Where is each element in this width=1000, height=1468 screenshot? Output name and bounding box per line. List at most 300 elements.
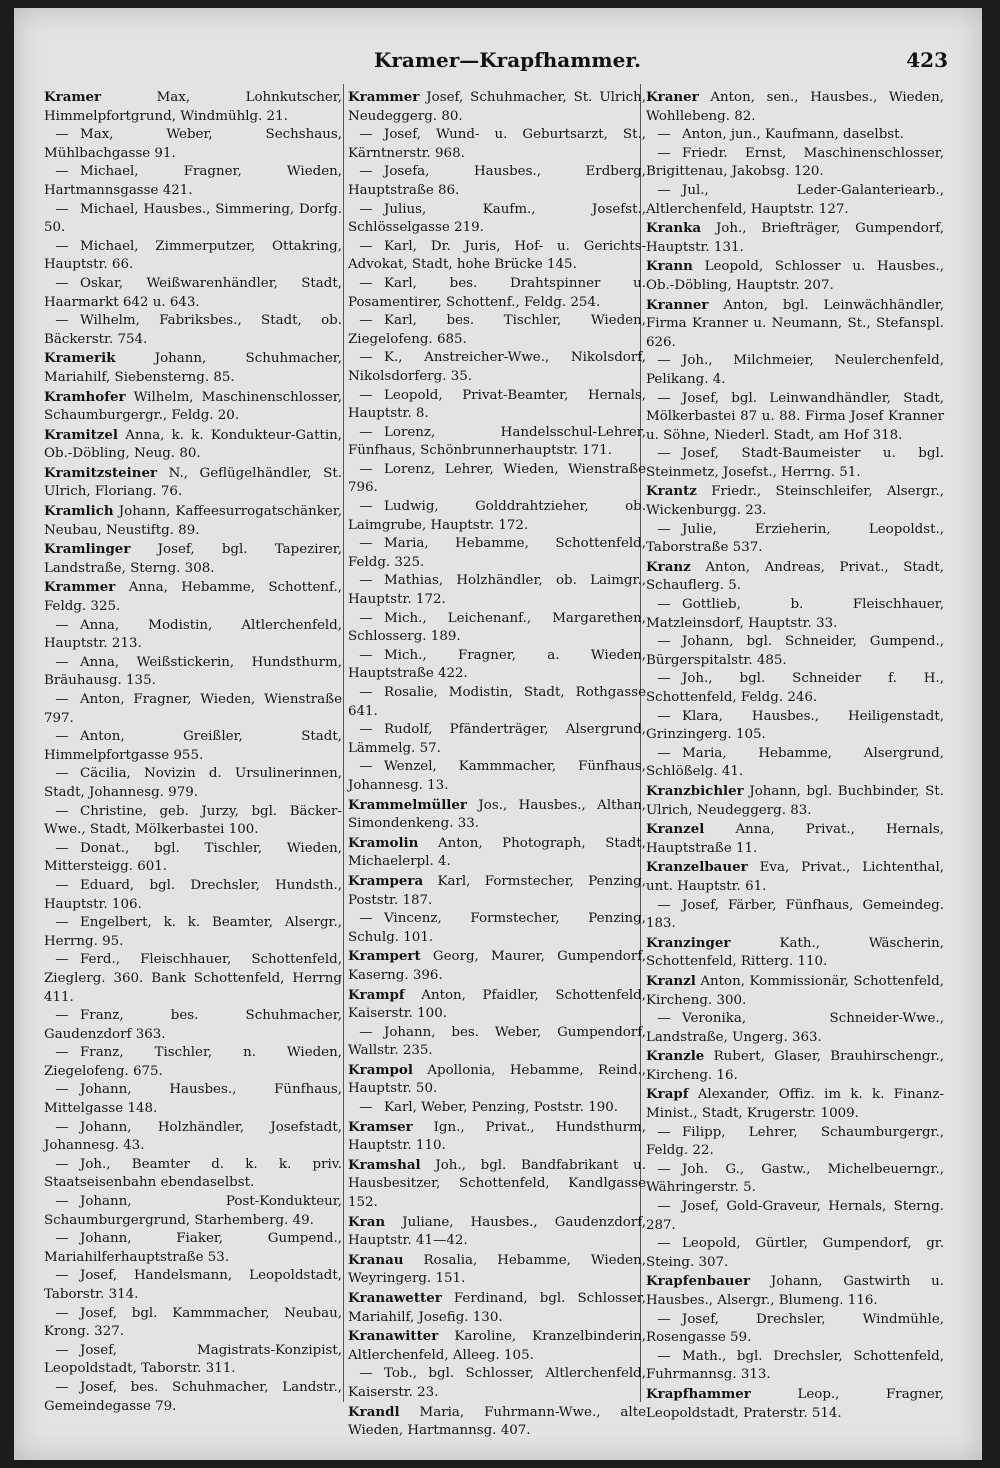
ditto-dash: — [657, 708, 671, 724]
directory-entry [348, 1099, 646, 1118]
entry-details: Josefa, Hausbes., Erdberg, Hauptstraße 86. [348, 164, 646, 198]
directory-entry [348, 721, 646, 758]
entry-details: Alexander, Offiz. im k. k. Finanz-Minist., Stadt, Krugerstr. 1009. [646, 1087, 944, 1122]
entry-details: Mathias, Holzhändler, ob. Laimgr., Hauptstr. 172. [348, 573, 646, 608]
entry-details: Math., bgl. Drechsler, Schottenfeld, Fuhrmannsg. 313. [646, 1348, 944, 1383]
ditto-dash: — [657, 634, 671, 650]
entry-surname: Kranner [646, 296, 709, 313]
entry-surname: Krapfhammer [646, 1385, 751, 1402]
entry-details: Joh., Beamter d. k. k. priv. Staatseisenbahn ebendaselbst. [44, 1156, 342, 1191]
directory-entry [646, 145, 944, 182]
entry-details: Josef, bgl. Leinwandhändler, Stadt, Mölkerbastei 87 u. 88. Firma Josef Kranner u. Söhne, Niederl. Stadt, am Hof 318. [646, 390, 944, 443]
entry-details: Christine, geb. Jurzy, bgl. Bäcker-Wwe., Stadt, Mölkerbastei 100. [44, 803, 342, 838]
directory-entry [44, 578, 342, 616]
ditto-dash: — [55, 1379, 69, 1395]
directory-entry [646, 820, 944, 858]
directory-entry [646, 1010, 944, 1047]
entry-details: Karl, Dr. Juris, Hof- u. Gerichts-Advokat, Stadt, hohe Brücke 145. [348, 238, 646, 273]
ditto-dash: — [657, 897, 671, 913]
entry-surname: Kranawitter [348, 1328, 439, 1345]
entry-details: Johann, bgl. Buchbinder, St. Ulrich, Neudeggerg. 83. [646, 783, 944, 818]
entry-details: Mich., Fragner, a. Wieden, Hauptstraße 422. [348, 647, 646, 682]
entry-details: Ign., Privat., Hundsthurm, Hauptstr. 110. [348, 1119, 646, 1154]
ditto-dash: — [657, 1011, 671, 1027]
directory-entry [646, 88, 944, 126]
ditto-dash: — [55, 1342, 69, 1358]
directory-entry [44, 502, 342, 540]
entry-surname: Kranzel [646, 821, 705, 838]
directory-entry [44, 426, 342, 464]
entry-details: Kath., Wäscherin, Schottenfeld, Ritterg. 110. [646, 935, 944, 970]
entry-details: Joh., Milchmeier, Neulerchenfeld, Pelikang. 4. [646, 353, 944, 387]
entry-details: Joh., bgl. Schneider f. H., Schottenfeld, Feldg. 246. [646, 671, 944, 705]
entry-surname: Krampert [348, 948, 421, 965]
ditto-dash: — [657, 521, 671, 537]
directory-entry [646, 934, 944, 972]
entry-details: Josef, Stadt-Baumeister u. bgl. Steinmetz, Josefst., Herrng. 51. [646, 446, 944, 480]
entry-surname: Kranau [348, 1251, 404, 1268]
ditto-dash: — [55, 915, 69, 931]
ditto-dash: — [55, 1119, 69, 1135]
directory-entry [44, 1007, 342, 1044]
ditto-dash: — [359, 313, 373, 329]
ditto-dash: — [657, 1199, 671, 1215]
entry-details: Ludwig, Golddrahtzieher, ob. Laimgrube, Hauptstr. 172. [348, 499, 646, 533]
column-divider [343, 84, 344, 1402]
directory-entry [44, 275, 342, 312]
directory-entry [44, 1342, 342, 1379]
directory-entry [348, 834, 646, 872]
entry-details: Lorenz, Handelsschul-Lehrer, Fünfhaus, Schönbrunnerhauptstr. 171. [348, 424, 646, 459]
ditto-dash: — [359, 1024, 373, 1040]
entry-details: Maria, Fuhrmann-Wwe., alte Wieden, Hartmannsg. 407. [348, 1404, 647, 1439]
column-middle [348, 88, 646, 1441]
ditto-dash: — [657, 145, 671, 161]
directory-entry [44, 654, 342, 691]
column-right [646, 88, 944, 1423]
directory-entry [348, 238, 646, 275]
entry-surname: Kramolin [348, 834, 419, 851]
directory-entry [348, 1251, 646, 1289]
ditto-dash: — [359, 275, 373, 291]
directory-entry [646, 390, 944, 446]
entry-details: Donat., bgl. Tischler, Wieden, Mittersteigg. 601. [44, 840, 342, 875]
running-head: Kramer—Krapfhammer. [374, 48, 641, 72]
ditto-dash: — [657, 745, 671, 761]
directory-entry [44, 877, 342, 914]
entry-details: Johann, Hausbes., Fünfhaus, Mittelgasse 148. [44, 1082, 342, 1117]
entry-details: Leopold, Gürtler, Gumpendorf, gr. Steing. 307. [646, 1236, 944, 1270]
directory-entry [646, 521, 944, 558]
ditto-dash: — [55, 1156, 69, 1172]
entry-details: Johann, Fiaker, Gumpend., Mariahilferhauptstraße 53. [44, 1231, 342, 1265]
directory-entry [44, 388, 342, 426]
ditto-dash: — [55, 1045, 69, 1061]
ditto-dash: — [657, 1236, 671, 1252]
directory-entry [646, 558, 944, 596]
entry-details: Anton, Kommissionär, Schottenfeld, Kircheng. 300. [646, 973, 944, 1008]
entry-details: Anton, Photograph, Stadt, Michaelerpl. 4. [348, 835, 646, 870]
directory-entry [348, 163, 646, 200]
entry-surname: Krampera [348, 872, 424, 889]
ditto-dash: — [55, 164, 69, 180]
directory-entry [44, 88, 342, 126]
ditto-dash: — [55, 803, 69, 819]
entry-details: Leopold, Schlosser u. Hausbes., Ob.-Döbling, Hauptstr. 207. [646, 259, 944, 293]
ditto-dash: — [55, 617, 69, 633]
directory-entry [44, 1267, 342, 1304]
entry-surname: Kraner [646, 89, 699, 105]
entry-details: Vincenz, Formstecher, Penzing, Schulg. 101. [348, 911, 646, 945]
directory-entry [44, 312, 342, 349]
directory-entry [348, 1365, 646, 1402]
directory-entry [646, 182, 944, 219]
entry-details: Anton, bgl. Leinwächhändler, Firma Kranner u. Neumann, St., Stefanspl. 626. [646, 297, 944, 350]
directory-entry [348, 349, 646, 386]
entry-details: Karl, Formstecher, Penzing, Poststr. 187. [348, 873, 646, 908]
entry-surname: Krandl [348, 1403, 400, 1420]
entry-details: Anna, Hebamme, Schottenf., Feldg. 325. [44, 580, 342, 615]
entry-details: Wenzel, Kammmacher, Fünfhaus, Johannesg. 13. [348, 759, 646, 793]
entry-details: Wilhelm, Maschinenschlosser, Schaumburgergr., Feldg. 20. [44, 389, 342, 424]
entry-details: Julie, Erzieherin, Leopoldst., Taborstraße 537. [646, 521, 944, 556]
entry-details: Anna, k. k. Kondukteur-Gattin, Ob.-Döbling, Neug. 80. [44, 427, 342, 462]
entry-details: Rosalia, Hebamme, Wieden, Weyringerg. 151. [348, 1252, 646, 1287]
directory-entry [44, 163, 342, 200]
entry-details: Johann, Post-Kondukteur, Schaumburgergrund, Starhemberg. 49. [44, 1194, 342, 1228]
page-number: 423 [906, 48, 948, 72]
ditto-dash: — [657, 446, 671, 462]
entry-details: Josef, bes. Schuhmacher, Landstr., Gemeindegasse 79. [44, 1379, 342, 1414]
entry-surname: Krapfenbauer [646, 1273, 751, 1290]
directory-entry [646, 1235, 944, 1272]
directory-entry [44, 464, 342, 502]
entry-details: Franz, bes. Schuhmacher, Gaudenzdorf 363. [44, 1008, 342, 1042]
directory-entry [348, 1118, 646, 1156]
ditto-dash: — [55, 238, 69, 254]
directory-entry [348, 572, 646, 609]
entry-details: Engelbert, k. k. Beamter, Alsergr., Herrng. 95. [44, 915, 342, 949]
entry-surname: Kramshal [348, 1156, 421, 1173]
directory-entry [44, 1305, 342, 1342]
directory-entry [348, 610, 646, 647]
entry-surname: Kramhofer [44, 388, 126, 405]
directory-entry [348, 684, 646, 721]
directory-entry [348, 461, 646, 498]
directory-entry [348, 387, 646, 424]
directory-entry [646, 1198, 944, 1235]
entry-surname: Kramser [348, 1118, 413, 1135]
ditto-dash: — [359, 164, 373, 180]
ditto-dash: — [359, 499, 373, 515]
directory-entry [44, 201, 342, 238]
entry-details: Johann, Gastwirth u. Hausbes., Alsergr., Blumeng. 116. [646, 1274, 944, 1308]
ditto-dash: — [55, 1194, 69, 1210]
directory-entry [646, 219, 944, 257]
directory-entry [44, 803, 342, 840]
directory-entry [646, 670, 944, 707]
entry-details: Cäcilia, Novizin d. Ursulinerinnen, Stadt, Johannesg. 979. [44, 766, 342, 800]
ditto-dash: — [55, 1008, 69, 1024]
entry-surname: Kramitzel [44, 426, 119, 443]
directory-entry [44, 765, 342, 802]
entry-details: Friedr. Ernst, Maschinenschlosser, Brigittenau, Jakobsg. 120. [646, 145, 944, 180]
ditto-dash: — [55, 729, 69, 745]
ditto-dash: — [359, 461, 373, 477]
entry-details: Michael, Zimmerputzer, Ottakring, Hauptstr. 66. [44, 238, 342, 273]
entry-details: Lorenz, Lehrer, Wieden, Wienstraße 796. [348, 461, 646, 496]
directory-entry [44, 238, 342, 275]
page-header [14, 46, 982, 80]
directory-entry [348, 126, 646, 163]
ditto-dash: — [359, 1100, 373, 1116]
entry-surname: Kranawetter [348, 1290, 442, 1306]
entry-surname: Krapf [646, 1086, 689, 1103]
entry-details: Josef, Schuhmacher, St. Ulrich, Neudeggerg. 80. [348, 90, 646, 124]
directory-entry [646, 1385, 944, 1423]
directory-entry [646, 257, 944, 295]
directory-entry [646, 1272, 944, 1310]
entry-surname: Krann [646, 258, 693, 275]
directory-entry [348, 796, 646, 834]
entry-surname: Kramitzsteiner [44, 464, 158, 481]
directory-entry [646, 1161, 944, 1198]
directory-entry [646, 1047, 944, 1085]
entry-details: Anna, Weißstickerin, Hundsthurm, Bräuhausg. 135. [44, 654, 342, 689]
ditto-dash: — [657, 390, 671, 406]
directory-entry [348, 872, 646, 910]
ditto-dash: — [55, 877, 69, 893]
directory-entry [44, 1044, 342, 1081]
directory-entry [646, 596, 944, 633]
ditto-dash: — [657, 127, 671, 143]
entry-details: Josef, Drechsler, Windmühle, Rosengasse 59. [646, 1311, 944, 1346]
directory-entry [348, 1403, 646, 1441]
directory-entry [646, 296, 944, 353]
ditto-dash: — [55, 127, 69, 143]
entry-surname: Krampol [348, 1061, 413, 1078]
entry-details: Karl, Weber, Penzing, Poststr. 190. [384, 1100, 619, 1116]
entry-surname: Kranka [646, 220, 702, 237]
entry-details: Eduard, bgl. Drechsler, Hundsth., Hauptstr. 106. [44, 877, 342, 912]
directory-entry [646, 858, 944, 896]
directory-entry [646, 1348, 944, 1385]
ditto-dash: — [55, 1268, 69, 1284]
entry-details: Oskar, Weißwarenhändler, Stadt, Haarmarkt 642 u. 643. [44, 275, 342, 310]
ditto-dash: — [359, 238, 373, 254]
ditto-dash: — [359, 610, 373, 626]
ditto-dash: — [359, 387, 373, 403]
ditto-dash: — [55, 1305, 69, 1321]
ditto-dash: — [359, 350, 373, 366]
directory-entry [44, 914, 342, 951]
ditto-dash: — [55, 692, 69, 707]
column-left [44, 88, 342, 1416]
entry-details: Georg, Maurer, Gumpendorf, Kaserng. 396. [348, 949, 646, 983]
entry-details: Veronika, Schneider-Wwe., Landstraße, Ungerg. 363. [646, 1011, 944, 1045]
entry-details: Jul., Leder-Galanteriearb., Altlerchenfeld, Hauptstr. 127. [646, 182, 944, 217]
ditto-dash: — [55, 1082, 69, 1098]
entry-details: Maria, Hebamme, Alsergrund, Schlößelg. 41. [646, 745, 944, 780]
ditto-dash: — [657, 1311, 671, 1327]
ditto-dash: — [55, 766, 69, 782]
ditto-dash: — [359, 647, 373, 663]
directory-entry [646, 1085, 944, 1123]
entry-surname: Kran [348, 1213, 386, 1230]
ditto-dash: — [657, 1161, 671, 1177]
ditto-dash: — [359, 201, 373, 217]
entry-details: Ferd., Fleischhauer, Schottenfeld, Zieglerg. 360. Bank Schottenfeld, Herrng 411. [44, 952, 342, 1005]
entry-details: Josef, Magistrats-Konzipist, Leopoldstadt, Taborstr. 311. [44, 1342, 342, 1377]
directory-entry [348, 947, 646, 985]
entry-surname: Krammer [348, 89, 420, 105]
ditto-dash: — [55, 840, 69, 856]
entry-details: Leopold, Privat-Beamter, Hernals, Hauptstr. 8. [348, 387, 646, 422]
entry-surname: Kranzbichler [646, 782, 744, 799]
ditto-dash: — [55, 275, 69, 291]
directory-entry [348, 312, 646, 349]
directory-entry [646, 745, 944, 782]
directory-entry [646, 972, 944, 1010]
ditto-dash: — [55, 1231, 69, 1247]
entry-details: Karl, bes. Tischler, Wieden, Ziegelofeng. 685. [348, 313, 646, 347]
directory-entry [348, 986, 646, 1024]
entry-surname: Kranz [646, 558, 691, 575]
directory-entry [44, 1081, 342, 1118]
entry-details: Mich., Leichenanf., Margarethen, Schlosserg. 189. [348, 610, 646, 645]
entry-surname: Kranzelbauer [646, 859, 748, 876]
directory-page [14, 8, 982, 1460]
directory-entry [44, 1156, 342, 1193]
entry-details: Maria, Hebamme, Schottenfeld, Feldg. 325. [348, 536, 646, 570]
entry-details: Julius, Kaufm., Josefst., Schlösselgasse 219. [348, 201, 646, 236]
entry-details: Anna, Modistin, Altlerchenfeld, Hauptstr. 213. [44, 617, 342, 652]
directory-entry [348, 910, 646, 947]
directory-entry [44, 1119, 342, 1156]
entry-details: N., Geflügelhändler, St. Ulrich, Floriang. 76. [44, 465, 342, 500]
entry-details: Michael, Fragner, Wieden, Hartmannsgasse 421. [44, 164, 342, 198]
directory-entry [646, 445, 944, 482]
entry-surname: Krantz [646, 483, 697, 500]
ditto-dash: — [55, 201, 69, 217]
ditto-dash: — [657, 671, 671, 687]
ditto-dash: — [359, 536, 373, 552]
entry-details: Josef, bgl. Tapezirer, Landstraße, Sterng. 308. [44, 542, 342, 576]
entry-surname: Kramlinger [44, 541, 131, 558]
entry-surname: Krammelmüller [348, 796, 467, 813]
directory-entry [646, 1311, 944, 1348]
entry-details: Klara, Hausbes., Heiligenstadt, Grinzingerg. 105. [646, 708, 944, 743]
entry-details: Joh., Briefträger, Gumpendorf, Hauptstr. 131. [646, 221, 944, 255]
directory-entry [348, 1213, 646, 1251]
entry-surname: Kranzl [646, 972, 696, 989]
directory-entry [348, 647, 646, 684]
ditto-dash: — [55, 313, 69, 329]
entry-details: Anna, Privat., Hernals, Hauptstraße 11. [646, 822, 944, 856]
directory-entry [44, 840, 342, 877]
ditto-dash: — [657, 1124, 671, 1140]
entry-details: Joh. G., Gastw., Michelbeuerngr., Währingerstr. 5. [646, 1161, 944, 1196]
entry-details: Josef, Wund- u. Geburtsarzt, St., Kärntnerstr. 968. [348, 127, 646, 161]
entry-details: Max, Weber, Sechshaus, Mühlbachgasse 91. [44, 127, 342, 161]
directory-entry [348, 1289, 646, 1327]
entry-details: Michael, Hausbes., Simmering, Dorfg. 50. [44, 201, 342, 236]
directory-entry [646, 633, 944, 670]
directory-entry [44, 1193, 342, 1230]
entry-surname: Kramerik [44, 350, 116, 367]
entry-details: Tob., bgl. Schlosser, Altlerchenfeld, Kaiserstr. 23. [348, 1366, 646, 1400]
ditto-dash: — [359, 911, 373, 927]
directory-entry [646, 897, 944, 934]
directory-entry [646, 782, 944, 820]
directory-entry [348, 1156, 646, 1213]
ditto-dash: — [359, 759, 373, 775]
entry-details: K., Anstreicher-Wwe., Nikolsdorf, Nikolsdorferg. 35. [348, 350, 646, 384]
directory-entry [646, 482, 944, 520]
directory-entry [348, 424, 646, 461]
entry-details: Rubert, Glaser, Brauhirschengr., Kircheng. 16. [646, 1049, 944, 1083]
entry-surname: Kramer [44, 89, 102, 105]
ditto-dash: — [359, 722, 373, 738]
ditto-dash: — [657, 1348, 671, 1364]
entry-details: Rosalie, Modistin, Stadt, Rothgasse 641. [348, 685, 646, 719]
entry-details: Anton, Andreas, Privat., Stadt, Schauflerg. 5. [646, 559, 944, 594]
ditto-dash: — [359, 685, 373, 700]
entry-details: Anton, Pfaidler, Schottenfeld, Kaiserstr. 100. [348, 987, 646, 1022]
entry-details: Josef, Handelsmann, Leopoldstadt, Taborstr. 314. [44, 1268, 342, 1302]
ditto-dash: — [359, 1366, 373, 1382]
directory-entry [348, 1327, 646, 1365]
entry-details: Anton, Greißler, Stadt, Himmelpfortgasse 955. [44, 729, 342, 763]
ditto-dash: — [359, 424, 373, 440]
ditto-dash: — [657, 182, 671, 198]
entry-details: Franz, Tischler, n. Wieden, Ziegelofeng. 675. [44, 1045, 342, 1079]
ditto-dash: — [55, 654, 69, 670]
entry-details: Ferdinand, bgl. Schlosser, Mariahilf, Josefig. 130. [348, 1291, 646, 1325]
entry-surname: Kramlich [44, 503, 114, 520]
directory-entry [348, 758, 646, 795]
entry-details: Eva, Privat., Lichtenthal, unt. Hauptstr. 61. [646, 860, 944, 894]
entry-details: Johann, Schuhmacher, Mariahilf, Siebensterng. 85. [44, 351, 342, 385]
entry-surname: Krampf [348, 986, 405, 1003]
ditto-dash: — [657, 597, 671, 613]
entry-details: Juliane, Hausbes., Gaudenzdorf, Hauptstr. 41—42. [348, 1214, 646, 1249]
directory-entry [44, 617, 342, 654]
entry-details: Josef, bgl. Kammmacher, Neubau, Krong. 327. [44, 1305, 342, 1340]
entry-details: Anton, Fragner, Wieden, Wienstraße 797. [44, 692, 342, 726]
entry-details: Joh., bgl. Bandfabrikant u. Hausbesitzer, Schottenfeld, Kandlgasse 152. [348, 1157, 646, 1211]
directory-entry [44, 1230, 342, 1267]
directory-entry [348, 201, 646, 238]
entry-details: Jos., Hausbes., Althan, Simondenkeng. 33. [348, 797, 646, 832]
directory-entry [348, 1024, 646, 1061]
directory-entry [44, 126, 342, 163]
directory-entry [348, 498, 646, 535]
directory-entry [348, 88, 646, 126]
directory-entry [44, 728, 342, 765]
entry-details: Gottlieb, b. Fleischhauer, Matzleinsdorf, Hauptstr. 33. [646, 597, 944, 631]
entry-details: Apollonia, Hebamme, Reind., Hauptstr. 50. [348, 1062, 646, 1097]
directory-entry [44, 691, 342, 728]
directory-entry [348, 1061, 646, 1099]
entry-details: Johann, Holzhändler, Josefstadt, Johannesg. 43. [44, 1119, 342, 1154]
entry-details: Rudolf, Pfänderträger, Alsergrund, Lämmelg. 57. [348, 722, 646, 756]
directory-entry [44, 951, 342, 1007]
ditto-dash: — [359, 573, 373, 589]
entry-details: Johann, bes. Weber, Gumpendorf, Wallstr. 235. [348, 1024, 646, 1059]
ditto-dash: — [657, 353, 671, 369]
entry-surname: Kranzle [646, 1048, 705, 1065]
